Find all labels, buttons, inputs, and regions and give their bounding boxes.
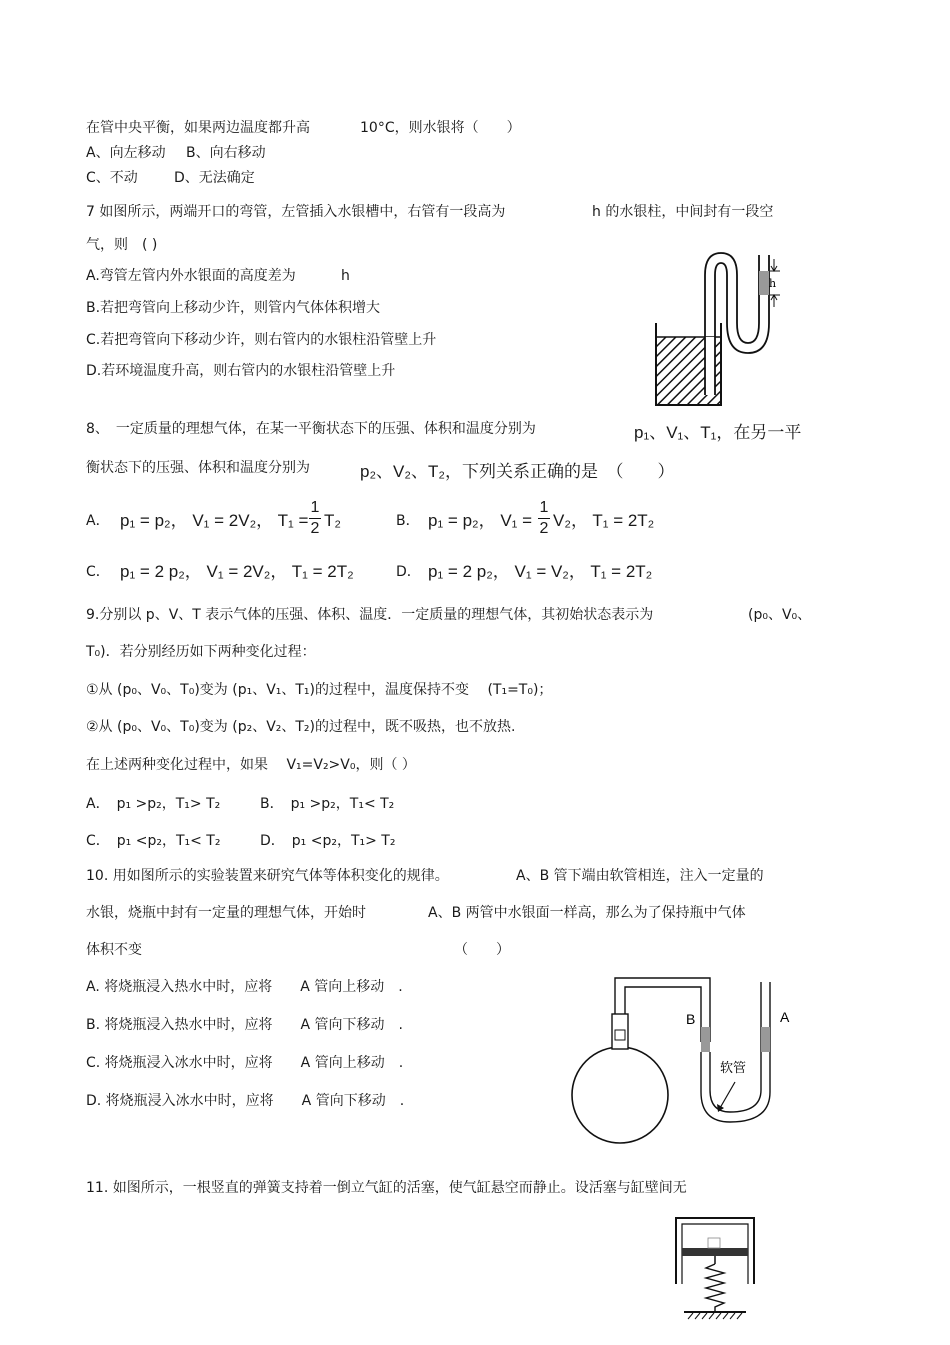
q8-option-b-expr-end: V₂， T₁ = 2T₂ [553,511,655,530]
q8-vars1: p₁、V₁、T₁，在另一平 [634,423,802,442]
q6-option-c: C、不动 [86,170,138,186]
q8-option-a-expr: p₁ = p₂， V₁ = 2V₂， T₁ = [120,511,309,530]
q10-option-a: A. 将烧瓶浸入热水中时，应将 A 管向上移动 . [86,979,403,995]
q10-option-c: C. 将烧瓶浸入冰水中时，应将 A 管向上移动 . [86,1055,404,1071]
q7-line2: 气，则 ( ) [86,237,158,253]
q10-line1: 10. 用如图所示的实验装置来研究气体等体积变化的规律。 [86,868,449,884]
q9-option-d: D． p₁ <p₂，T₁> T₂ [260,833,396,849]
q8-option-a-label: A． [86,513,110,529]
q8-line1: 8、 一定质量的理想气体，在某一平衡状态下的压强、体积和温度分别为 [86,421,536,437]
q9-line1-end: (p₀、V₀、 [748,607,812,623]
q9-option-b: B． p₁ >p₂，T₁< T₂ [260,796,395,812]
q7-option-d: D.若环境温度升高，则右管内的水银柱沿管壁上升 [86,363,396,379]
q10-answer-paren: （ ） [454,942,510,958]
q10-tube-b-label: B [686,1011,696,1027]
q9-option-c: C． p₁ <p₂，T₁< T₂ [86,833,221,849]
q8-option-b-label: B． [396,513,420,529]
q8-option-d-label: D． [396,564,421,580]
q7-line1: 7 如图所示，两端开口的弯管，左管插入水银槽中，右管有一段高为 [86,204,506,220]
q10-line3: 体积不变 [86,942,142,958]
q9-line2: T₀)．若分别经历如下两种变化过程： [86,644,316,660]
q9-process-1: ①从 (p₀、V₀、T₀)变为 (p₁、V₁、T₁)的过程中，温度保持不变 (T₁=T₀)； [86,682,553,698]
q8-line2: 衡状态下的压强、体积和温度分别为 [86,460,310,476]
q10-tube-a-label: A [780,1009,790,1025]
q6-option-d: D、无法确定 [174,170,255,186]
q8-option-d-expr: p₁ = 2 p₂， V₁ = V₂， T₁ = 2T₂ [428,562,653,581]
q6-option-a: A、向左移动 [86,145,166,161]
q8-option-b-expr: p₁ = p₂， V₁ = [428,511,533,530]
q9-condition: 在上述两种变化过程中，如果 V₁=V₂>V₀，则（ ） [86,757,416,773]
q10-line1-end: A、B 管下端由软管相连，注入一定量的 [516,868,764,884]
q9-process-2: ②从 (p₀、V₀、T₀)变为 (p₂、V₂、T₂)的过程中，既不吸热，也不放热. [86,719,516,735]
q8-option-c-expr: p₁ = 2 p₂， V₁ = 2V₂， T₁ = 2T₂ [120,562,354,581]
q10-line2-end: A、B 两管中水银面一样高，那么为了保持瓶中气体 [428,905,746,921]
q7-option-a-h: h [341,268,350,284]
q10-option-b: B. 将烧瓶浸入热水中时，应将 A 管向下移动 . [86,1017,403,1033]
q8-option-a-expr-end: T₂ [324,511,341,530]
q10-hose-label: 软管 [720,1061,747,1076]
q6-stem: 在管中央平衡，如果两边温度都升高 [86,120,310,136]
q11-cylinder-spring-figure [670,1212,760,1327]
q7-option-a: A.弯管左管内外水银面的高度差为 [86,268,296,284]
q7-bent-tube-figure [648,245,783,410]
q9-line1: 9.分别以 p、V、T 表示气体的压强、体积、温度．一定质量的理想气体，其初始状态表示为 [86,607,654,623]
q7-h-label: h [769,277,777,290]
q6-temp: 10°C，则水银将（ ） [360,120,521,136]
q7-option-b: B.若把弯管向上移动少许，则管内气体体积增大 [86,300,381,316]
q11-line1: 11. 如图所示，一根竖直的弹簧支持着一倒立气缸的活塞，使气缸悬空而静止。设活塞与缸壁间无 [86,1180,687,1196]
q10-flask-apparatus-figure [570,972,800,1150]
q10-option-d: D. 将烧瓶浸入冰水中时，应将 A 管向下移动 . [86,1093,405,1109]
q8-option-b-fraction: 1 2 [539,499,549,537]
q8-option-a-fraction: 1 2 [310,499,320,537]
q6-option-b: B、向右移动 [186,145,266,161]
q7-line1-end: h 的水银柱，中间封有一段空 [592,204,774,220]
q8-option-c-label: C． [86,564,110,580]
q7-option-c: C.若把弯管向下移动少许，则右管内的水银柱沿管壁上升 [86,332,437,348]
q8-vars2: p₂、V₂、T₂，下列关系正确的是 （ ） [360,462,675,481]
q9-option-a: A． p₁ >p₂，T₁> T₂ [86,796,221,812]
q10-line2: 水银，烧瓶中封有一定量的理想气体，开始时 [86,905,366,921]
